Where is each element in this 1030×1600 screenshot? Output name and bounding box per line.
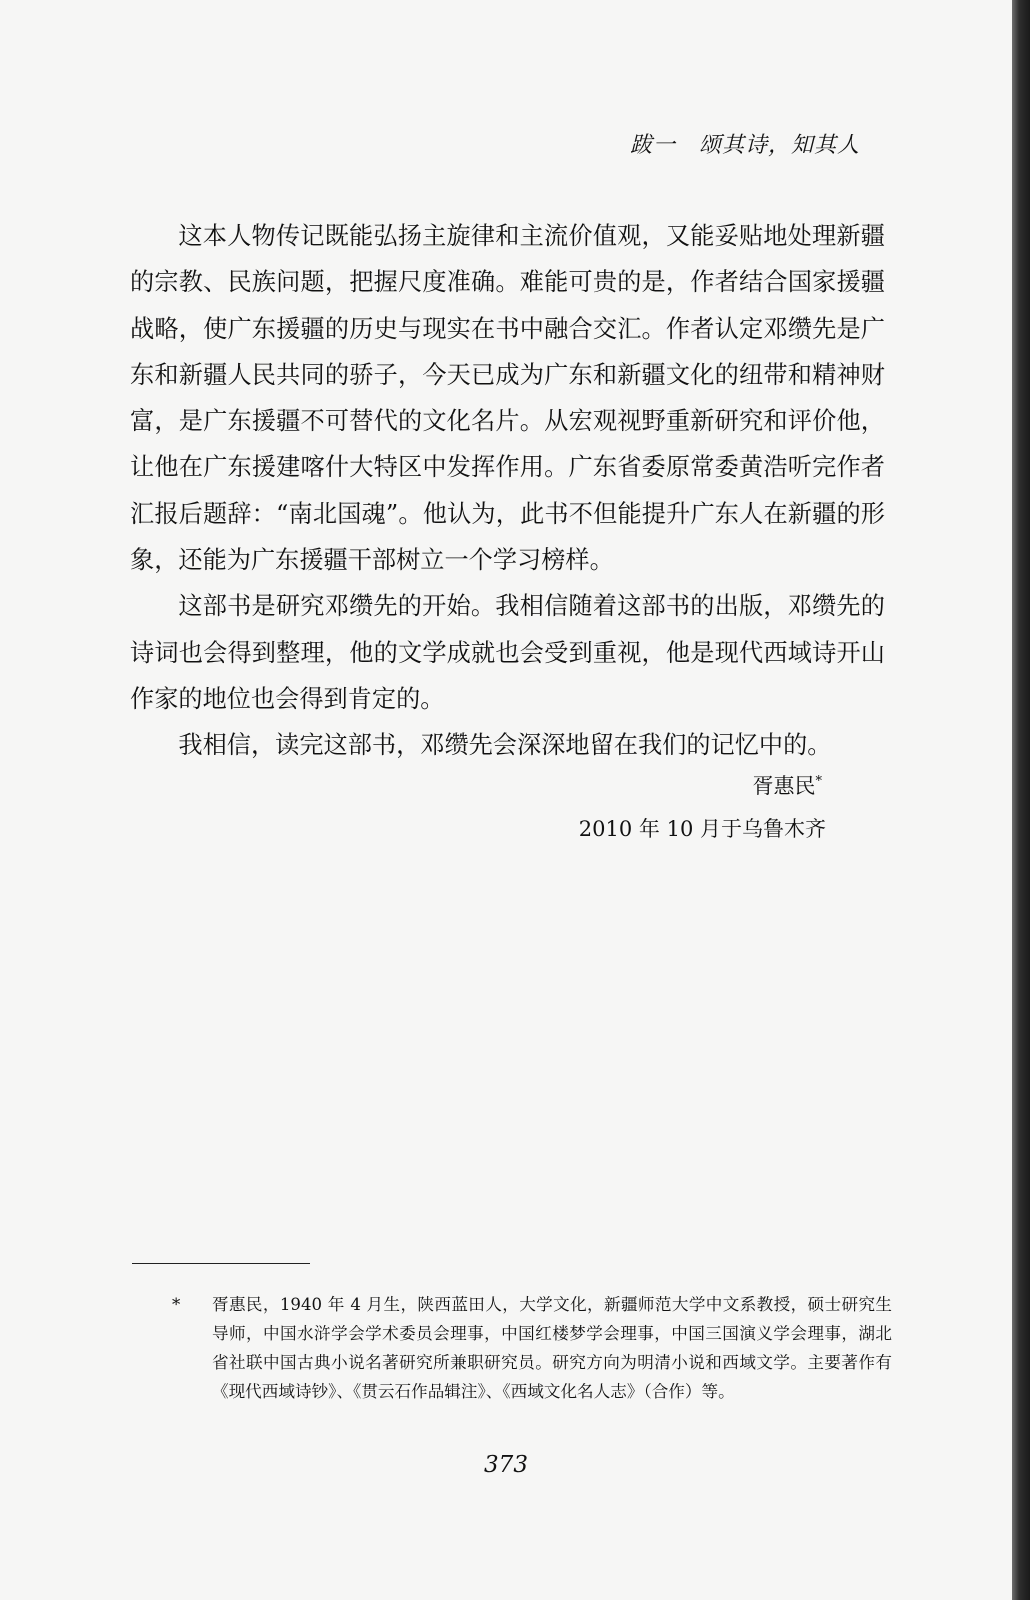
paragraph: 这部书是研究邓缵先的开始。我相信随着这部书的出版，邓缵先的诗词也会得到整理，他的文学成就也会受到重视，他是现代西域诗开山作家的地位也会得到肯定的。 <box>130 592 885 713</box>
footnote-text: 胥惠民，1940 年 4 月生，陕西蓝田人，大学文化，新疆师范大学中文系教授，硕士研究生导师，中国水浒学会学术委员会理事，中国红楼梦学会理事，中国三国演义学会理事，湖北省社联中国古典小说名著研究所兼职研究员。研究方向为明清小说和西域文学。主要著作有《现代西域诗钞》、《贯云石作品辑注》、《西域文化名人志》（合作）等。 <box>212 1295 892 1401</box>
footnote-reference-mark: * <box>815 774 822 789</box>
paragraph: 我相信，读完这部书，邓缵先会深深地留在我们的记忆中的。 <box>178 731 832 760</box>
footnote-mark: * <box>172 1295 181 1314</box>
body-text <box>130 213 885 769</box>
author-name: 胥惠民 <box>752 774 816 798</box>
page-number: 373 <box>484 1452 528 1478</box>
author-signature <box>753 770 823 800</box>
footnote <box>172 1290 892 1406</box>
scan-edge-shadow <box>1012 0 1030 1600</box>
footnote-divider <box>132 1263 310 1264</box>
signature-date-place: 2010 年 10 月于乌鲁木齐 <box>578 817 826 841</box>
running-head: 跋一 颂其诗，知其人 <box>629 133 860 158</box>
paragraph: 这本人物传记既能弘扬主旋律和主流价值观，又能妥贴地处理新疆的宗教、民族问题，把握尺度准确。难能可贵的是，作者结合国家援疆战略，使广东援疆的历史与现实在书中融合交汇。作者认定邓缵先是广东和新疆人民共同的骄子，今天已成为广东和新疆文化的纽带和精神财富，是广东援疆不可替代的文化名片。从宏观视野重新研究和评价他，让他在广东援建喀什大特区中发挥作用。广东省委原常委黄浩听完作者汇报后题辞：“南北国魂”。他认为，此书不但能提升广东人在新疆的形象，还能为广东援疆干部树立一个学习榜样。 <box>130 222 885 575</box>
